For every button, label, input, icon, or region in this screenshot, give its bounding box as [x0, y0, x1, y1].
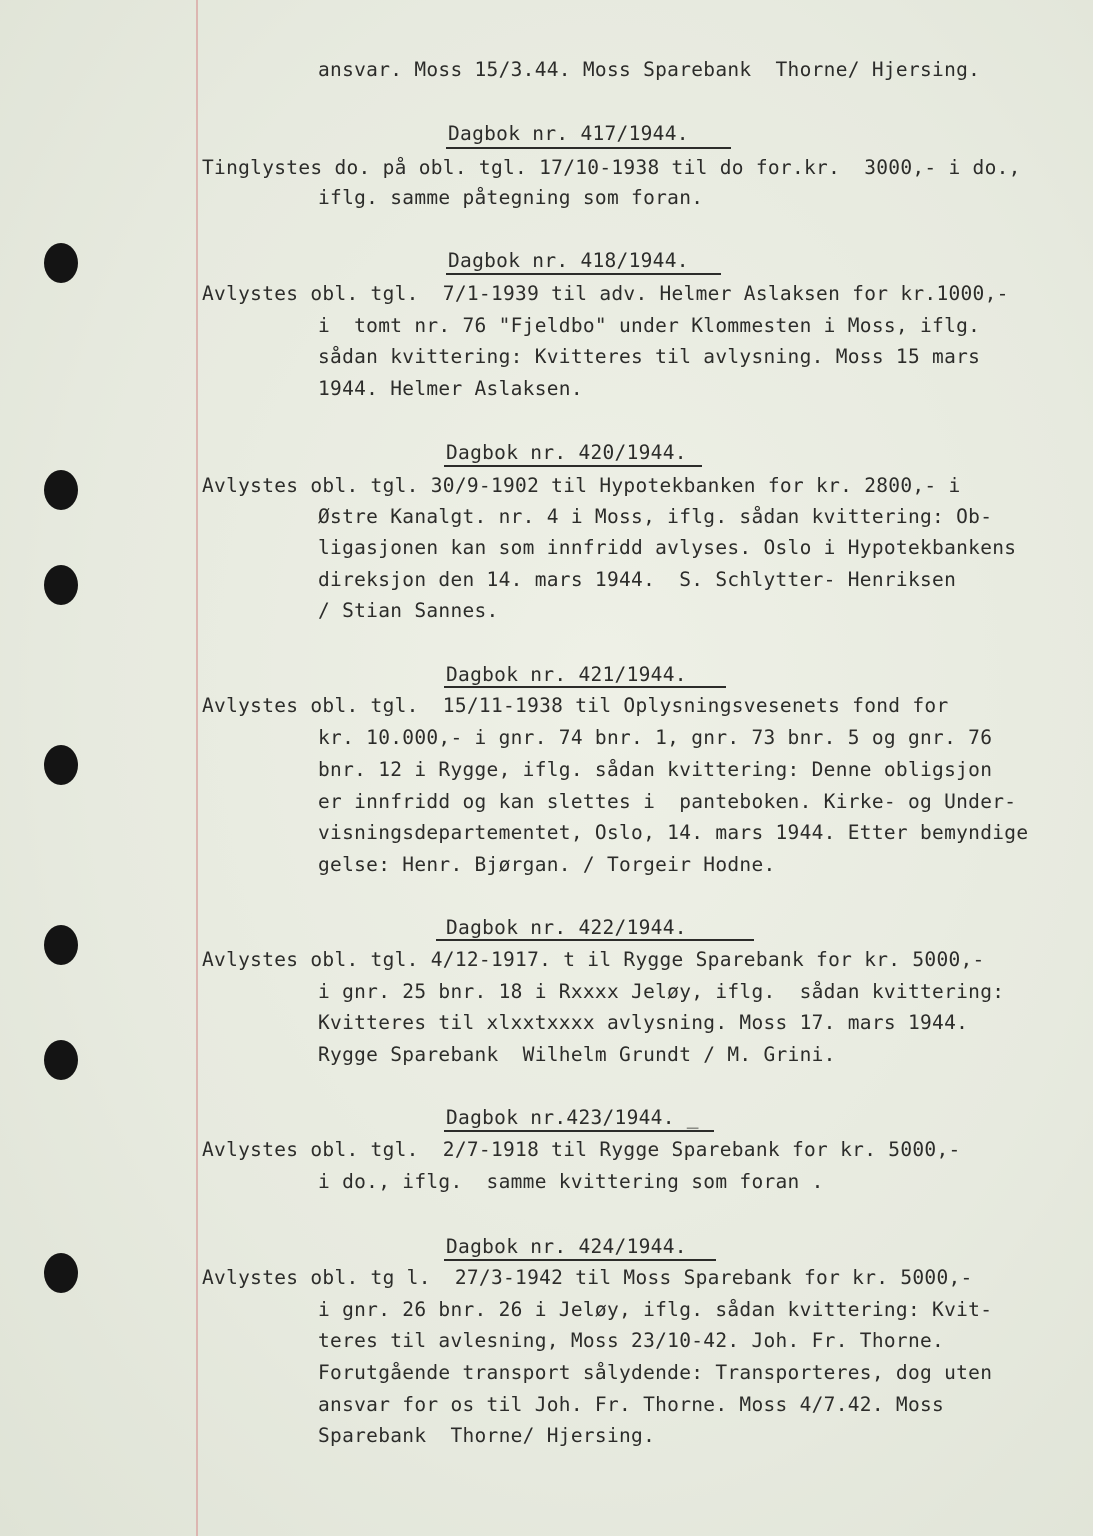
entry-heading: Dagbok nr.423/1944. _	[446, 1106, 699, 1129]
entry-line: i tomt nr. 76 "Fjeldbo" under Klommesten i Moss, iflg.	[318, 314, 981, 337]
heading-underline	[444, 1259, 716, 1261]
entry-line: i gnr. 26 bnr. 26 i Jeløy, iflg. sådan kvittering: Kvit-	[318, 1298, 993, 1321]
entry-line: Tinglystes do. på obl. tgl. 17/10-1938 til do for.kr. 3000,- i do.,	[202, 156, 1021, 179]
entry-line: ansvar for os til Joh. Fr. Thorne. Moss 4/7.42. Moss	[318, 1393, 945, 1416]
entry-line: kr. 10.000,- i gnr. 74 bnr. 1, gnr. 73 bnr. 5 og gnr. 76	[318, 726, 993, 749]
entry-line: visningsdepartementet, Oslo, 14. mars 1944. Etter bemyndige	[318, 821, 1029, 844]
entry-line: gelse: Henr. Bjørgan. / Torgeir Hodne.	[318, 853, 776, 876]
entry-line: 1944. Helmer Aslaksen.	[318, 377, 583, 400]
heading-underline	[446, 273, 721, 275]
entry-line: er innfridd og kan slettes i panteboken. Kirke- og Under-	[318, 790, 1017, 813]
entry-line: Avlystes obl. tgl. 15/11-1938 til Oplysningsvesenets fond for	[202, 694, 949, 717]
heading-underline	[444, 686, 726, 688]
punch-hole	[44, 745, 78, 785]
entry-heading: Dagbok nr. 422/1944.	[446, 916, 687, 939]
entry-line: Østre Kanalgt. nr. 4 i Moss, iflg. sådan kvittering: Ob-	[318, 505, 993, 528]
punch-hole	[44, 1040, 78, 1080]
entry-line: Forutgående transport sålydende: Transporteres, dog uten	[318, 1361, 993, 1384]
entry-line: iflg. samme påtegning som foran.	[318, 186, 704, 209]
entry-line: Rygge Sparebank Wilhelm Grundt / M. Grini.	[318, 1043, 836, 1066]
entry-line: Avlystes obl. tgl. 7/1-1939 til adv. Helmer Aslaksen for kr.1000,-	[202, 282, 1009, 305]
entry-line: teres til avlesning, Moss 23/10-42. Joh. Fr. Thorne.	[318, 1329, 945, 1352]
entry-heading: Dagbok nr. 424/1944.	[446, 1235, 687, 1258]
entry-heading: Dagbok nr. 418/1944.	[448, 249, 689, 272]
entry-heading: Dagbok nr. 417/1944.	[448, 122, 689, 145]
margin-rule	[196, 0, 198, 1536]
entry-heading: Dagbok nr. 420/1944.	[446, 441, 687, 464]
entry-line: Avlystes obl. tgl. 4/12-1917. t il Rygge Sparebank for kr. 5000,-	[202, 948, 985, 971]
heading-underline	[444, 1130, 714, 1132]
heading-underline	[436, 939, 754, 941]
punch-hole	[44, 925, 78, 965]
heading-underline	[444, 465, 702, 467]
entry-heading: Dagbok nr. 421/1944.	[446, 663, 687, 686]
entry-line: Avlystes obl. tg l. 27/3-1942 til Moss Sparebank for kr. 5000,-	[202, 1266, 973, 1289]
entry-line: Kvitteres til xlxxtxxxx avlysning. Moss 17. mars 1944.	[318, 1011, 969, 1034]
entry-line: / Stian Sannes.	[318, 599, 499, 622]
punch-hole	[44, 565, 78, 605]
punch-hole	[44, 470, 78, 510]
punch-hole	[44, 1253, 78, 1293]
entry-line: Avlystes obl. tgl. 30/9-1902 til Hypotekbanken for kr. 2800,- i	[202, 474, 961, 497]
entry-line: sådan kvittering: Kvitteres til avlysning. Moss 15 mars	[318, 345, 981, 368]
entry-line: direksjon den 14. mars 1944. S. Schlytter- Henriksen	[318, 568, 957, 591]
entry-line: Sparebank Thorne/ Hjersing.	[318, 1424, 656, 1447]
entry-line: i do., iflg. samme kvittering som foran .	[318, 1170, 824, 1193]
entry-line: ligasjonen kan som innfridd avlyses. Oslo i Hypotekbankens	[318, 536, 1017, 559]
entry-line: Avlystes obl. tgl. 2/7-1918 til Rygge Sparebank for kr. 5000,-	[202, 1138, 961, 1161]
intro-line: ansvar. Moss 15/3.44. Moss Sparebank Thorne/ Hjersing.	[318, 58, 981, 81]
entry-line: bnr. 12 i Rygge, iflg. sådan kvittering: Denne obligsjon	[318, 758, 993, 781]
entry-line: i gnr. 25 bnr. 18 i Rxxxx Jeløy, iflg. sådan kvittering:	[318, 980, 1005, 1003]
punch-hole	[44, 243, 78, 283]
heading-underline	[446, 147, 731, 149]
